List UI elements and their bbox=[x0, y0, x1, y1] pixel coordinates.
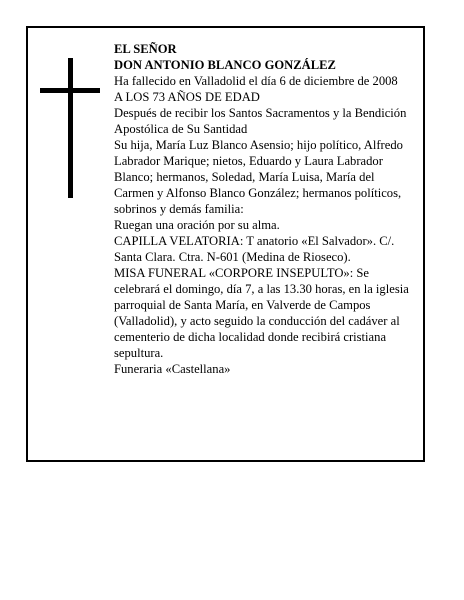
notice-text bbox=[114, 41, 414, 377]
age-line: A LOS 73 AÑOS DE EDAD bbox=[114, 90, 260, 104]
family-paragraph: Su hija, María Luz Blanco Asensio; hijo político, Alfredo Labrador Marique; nietos, Eduardo y Laura Labrador Blanco; hermanos, Soledad, María Luisa, María del Carmen y Alfonso Blanco González; hermanos políticos, sobrinos y demás familia: bbox=[114, 138, 403, 216]
cross-icon bbox=[40, 58, 100, 198]
title-line-1: EL SEÑOR bbox=[114, 42, 177, 56]
death-info: Ha fallecido en Valladolid el día 6 de diciembre de 2008 bbox=[114, 74, 398, 88]
funeral-paragraph: MISA FUNERAL «CORPORE INSEPULTO»: Se celebrará el domingo, día 7, a las 13.30 horas, en la iglesia parroquial de Santa María, en Valverde de Campos (Valladolid), y acto seguido la conducción del cadáver al cementerio de dicha localidad donde recibirá cristiana sepultura. bbox=[114, 266, 409, 360]
sacraments-line: Después de recibir los Santos Sacramentos y la Bendición Apostólica de Su Santidad bbox=[114, 106, 407, 136]
prayer-line: Ruegan una oración por su alma. bbox=[114, 218, 280, 232]
chapel-paragraph: CAPILLA VELATORIA: T anatorio «El Salvador». C/. Santa Clara. Ctra. N-601 (Medina de Rioseco). bbox=[114, 234, 395, 264]
obituary-notice bbox=[26, 26, 425, 462]
cross-vertical-bar bbox=[68, 58, 73, 198]
cross-horizontal-bar bbox=[40, 88, 100, 93]
funeral-home: Funeraria «Castellana» bbox=[114, 362, 231, 376]
deceased-name: DON ANTONIO BLANCO GONZÁLEZ bbox=[114, 58, 336, 72]
